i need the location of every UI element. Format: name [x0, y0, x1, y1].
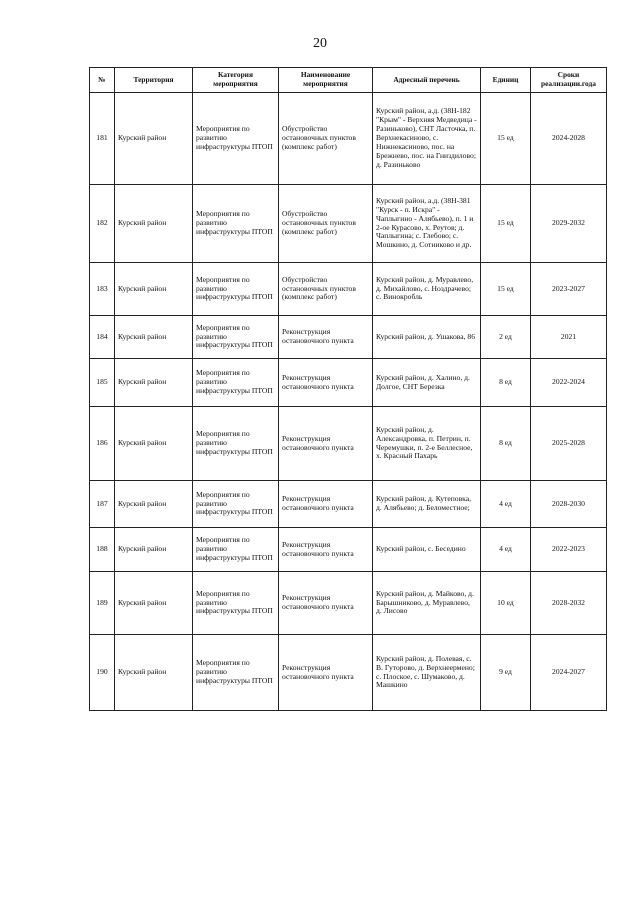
row-category: Мероприятия по развитию инфраструктуры ПТОП [193, 572, 279, 635]
table-row [90, 635, 607, 711]
row-territory: Курский район [115, 263, 193, 316]
row-category: Мероприятия по развитию инфраструктуры ПТОП [193, 407, 279, 481]
row-address-list: Курский район, д. Майково, д. Барышниково, д. Муравлево, д. Лисово [373, 572, 481, 635]
row-measure-name: Обустройство остановочных пунктов (комплекс работ) [279, 263, 373, 316]
table-row [90, 528, 607, 572]
row-number: 190 [90, 635, 115, 711]
row-category: Мероприятия по развитию инфраструктуры ПТОП [193, 185, 279, 263]
row-units: 15 ед [481, 185, 531, 263]
row-territory: Курский район [115, 635, 193, 711]
row-units: 8 ед [481, 359, 531, 407]
row-units: 4 ед [481, 481, 531, 528]
row-address-list: Курский район, д. Александровка, п. Петрин, п. Черемушки, п. 2-е Беллесное, х. Красный Пахарь [373, 407, 481, 481]
row-category: Мероприятия по развитию инфраструктуры ПТОП [193, 359, 279, 407]
row-years: 2021 [531, 316, 607, 359]
col-header-units: Единиц [481, 68, 531, 93]
row-category: Мероприятия по развитию инфраструктуры ПТОП [193, 528, 279, 572]
row-category: Мероприятия по развитию инфраструктуры ПТОП [193, 316, 279, 359]
table-row [90, 93, 607, 185]
table-row [90, 481, 607, 528]
row-measure-name: Реконструкция остановочного пункта [279, 359, 373, 407]
row-measure-name: Реконструкция остановочного пункта [279, 572, 373, 635]
page-number: 20 [313, 36, 327, 51]
row-territory: Курский район [115, 316, 193, 359]
col-header-address: Адресный перечень [373, 68, 481, 93]
row-years: 2022-2024 [531, 359, 607, 407]
row-measure-name: Реконструкция остановочного пункта [279, 635, 373, 711]
row-territory: Курский район [115, 359, 193, 407]
row-category: Мероприятия по развитию инфраструктуры ПТОП [193, 93, 279, 185]
row-measure-name: Реконструкция остановочного пункта [279, 528, 373, 572]
row-number: 184 [90, 316, 115, 359]
row-measure-name: Реконструкция остановочного пункта [279, 316, 373, 359]
row-territory: Курский район [115, 481, 193, 528]
row-territory: Курский район [115, 185, 193, 263]
row-number: 181 [90, 93, 115, 185]
row-years: 2023-2027 [531, 263, 607, 316]
col-header-category: Категория мероприятия [193, 68, 279, 93]
row-number: 189 [90, 572, 115, 635]
table-row [90, 185, 607, 263]
table-row [90, 359, 607, 407]
row-units: 15 ед [481, 93, 531, 185]
row-units: 2 ед [481, 316, 531, 359]
row-years: 2028-2032 [531, 572, 607, 635]
col-header-years: Сроки реализации.года [531, 68, 607, 93]
row-category: Мероприятия по развитию инфраструктуры ПТОП [193, 481, 279, 528]
row-number: 183 [90, 263, 115, 316]
row-territory: Курский район [115, 407, 193, 481]
row-address-list: Курский район, а.д. (38Н-182 "Крым" - Верхняя Медведица - Разиньково), СНТ Ласточка, п. Верхнекасиново, с. Нижнекасиново, пос. на Брежнево, пос. на Гниздилово; д. Разиньково [373, 93, 481, 185]
row-number: 188 [90, 528, 115, 572]
col-header-name: Наименование мероприятия [279, 68, 373, 93]
row-address-list: Курский район, с. Беседино [373, 528, 481, 572]
row-years: 2028-2030 [531, 481, 607, 528]
table-row [90, 572, 607, 635]
row-territory: Курский район [115, 528, 193, 572]
row-category: Мероприятия по развитию инфраструктуры ПТОП [193, 263, 279, 316]
row-address-list: Курский район, д. Муравлево, д. Михайлово, с. Ноздрачево; с. Винокробль [373, 263, 481, 316]
row-address-list: Курский район, д. Кутеповка, д. Алябьево; д. Беломестное; [373, 481, 481, 528]
row-measure-name: Реконструкция остановочного пункта [279, 481, 373, 528]
row-years: 2029-2032 [531, 185, 607, 263]
table-row [90, 316, 607, 359]
row-units: 10 ед [481, 572, 531, 635]
row-category: Мероприятия по развитию инфраструктуры ПТОП [193, 635, 279, 711]
row-address-list: Курский район, д. Ушакова, 86 [373, 316, 481, 359]
row-number: 187 [90, 481, 115, 528]
col-header-territory: Территория [115, 68, 193, 93]
row-address-list: Курский район, д. Халино, д. Долгое, СНТ Березка [373, 359, 481, 407]
row-measure-name: Обустройство остановочных пунктов (комплекс работ) [279, 185, 373, 263]
row-years: 2024-2027 [531, 635, 607, 711]
row-number: 185 [90, 359, 115, 407]
row-address-list: Курский район, д. Полевая, с. В. Гуторово, д. Верхнеермено; с. Плоское, с. Шумаково, д. Машкино [373, 635, 481, 711]
row-years: 2025-2028 [531, 407, 607, 481]
row-measure-name: Реконструкция остановочного пункта [279, 407, 373, 481]
row-units: 8 ед [481, 407, 531, 481]
col-header-num: № [90, 68, 115, 93]
row-number: 182 [90, 185, 115, 263]
measures-table [89, 67, 607, 711]
row-units: 15 ед [481, 263, 531, 316]
table-row [90, 263, 607, 316]
row-years: 2024-2028 [531, 93, 607, 185]
row-territory: Курский район [115, 93, 193, 185]
row-address-list: Курский район, а.д. (38Н-381 "Курск - п. Искра" - Чаплыгино - Алябьево), п. 1 и 2-ое Курасово, х. Реутов; д. Чаплыгина; с. Глебово; с. Мошкино, д. Сотниково и др. [373, 185, 481, 263]
row-territory: Курский район [115, 572, 193, 635]
table-row [90, 407, 607, 481]
row-units: 4 ед [481, 528, 531, 572]
row-measure-name: Обустройство остановочных пунктов (комплекс работ) [279, 93, 373, 185]
row-number: 186 [90, 407, 115, 481]
row-units: 9 ед [481, 635, 531, 711]
row-years: 2022-2023 [531, 528, 607, 572]
table-header-row [90, 68, 607, 93]
